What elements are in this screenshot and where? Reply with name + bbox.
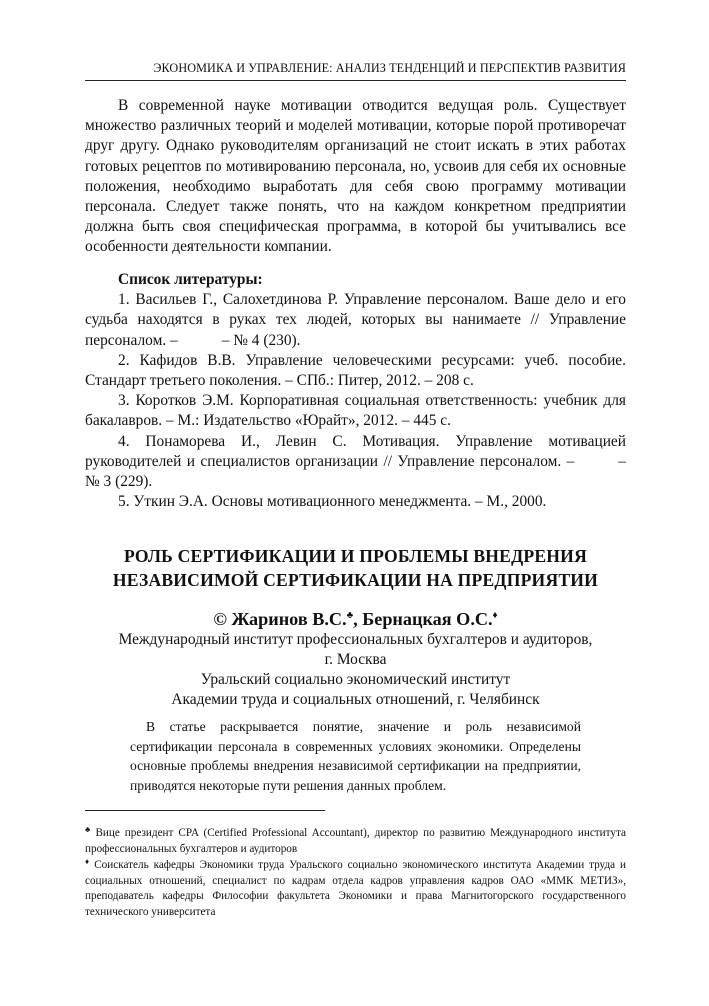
references-title: Список литературы: [118, 271, 263, 288]
reference-item [85, 432, 626, 493]
header-rule [85, 80, 626, 81]
reference-item: 5. Уткин Э.А. Основы мотивационного менеджмента. – М., 2000. [118, 493, 547, 511]
affiliation-line: г. Москва [324, 651, 387, 668]
article-title-line: НЕЗАВИСИМОЙ СЕРТИФИКАЦИИ НА ПРЕДПРИЯТИИ [112, 570, 599, 590]
article-title [85, 544, 626, 592]
reference-text: – № 4 (230). [221, 331, 301, 349]
reference-item [85, 290, 626, 351]
reference-text: – № 3 (229). [85, 452, 626, 491]
reference-item: 3. Коротков Э.М. Корпоративная социальная ответственность: учебник для бакалавров. – М.: Издательство «Юрайт», 2012. – 445 с. [85, 392, 626, 430]
author-separator: , [353, 609, 358, 629]
article-title-line: РОЛЬ СЕРТИФИКАЦИИ И ПРОБЛЕМЫ ВНЕДРЕНИЯ [124, 546, 587, 566]
diamond-mark: ♦ [85, 857, 92, 866]
affiliation-line: Академии труда и социальных отношений, г. Челябинск [171, 691, 540, 708]
footnote [85, 822, 626, 857]
reference-text: 4. Понаморева И., Левин С. Мотивация. Управление мотивацией руководителей и специалистов организации // Управление персоналом. – [85, 432, 626, 470]
club-mark: ♣ [346, 610, 354, 621]
copyright-sign: © [213, 609, 227, 629]
reference-item: 2. Кафидов В.В. Управление человеческими ресурсами: учеб. пособие. Стандарт третьего поколения. – СПб.: Питер, 2012. – 208 с. [85, 351, 626, 390]
references-section [85, 270, 626, 512]
footnote-text: Вице президент CPA (Certified Professional Accountant), директор по развитию Международного института профессиональных бухгалтеров и аудиторов [85, 827, 626, 855]
reference-text: 1. Васильев Г., Салохетдинова Р. Управление персоналом. Ваше дело и его судьба находятся в руках тех людей, которых вы нанимаете // Управление персоналом. – [85, 291, 626, 349]
authors-line [85, 604, 626, 631]
footnote-text: Соискатель кафедры Экономики труда Уральского социально экономического института Академии труда и социальных отношений, специалист по кадрам отдела кадров управления кадров ОАО «ММК МЕТИЗ», преподаватель кафедры Философии факультета Экономики и права Магнитогорского государственного технического университета [85, 859, 626, 918]
footnote [85, 854, 626, 920]
author-name: Жаринов В.С. [231, 609, 347, 629]
running-header: ЭКОНОМИКА И УПРАВЛЕНИЕ: АНАЛИЗ ТЕНДЕНЦИЙ И ПЕРСПЕКТИВ РАЗВИТИЯ [153, 61, 626, 75]
intro-section [85, 96, 626, 258]
abstract: В статье раскрывается понятие, значение и роль независимой сертификации персонала в современных условиях экономики. Определены основные проблемы внедрения независимой сертификации на предприятии, приводятся некоторые пути решения данных проблем. [130, 719, 581, 793]
intro-paragraph: В современной науке мотивации отводится ведущая роль. Существует множество различных теорий и моделей мотивации, которые порой противоречат друг другу. Однако руководителям организаций не стоит искать в этих работах готовых рецептов по мотивированию персонала, но, усвоив для себя их основные положения, необходимо выработать для себя свою программу мотивации персонала. Следует также понять, что на каждом конкретном предприятии должна быть своя специфическая программа, в которой бы учитывались все особенности деятельности компании. [85, 97, 626, 256]
author-name: Бернацкая О.С. [362, 609, 493, 629]
affiliation-line: Уральский социально экономический институт [200, 671, 511, 688]
footnote-rule [85, 810, 325, 811]
affiliation-line: Международный институт профессиональных бухгалтеров и аудиторов, [118, 631, 593, 648]
diamond-mark: ♦ [492, 610, 498, 621]
club-mark: ♣ [85, 825, 93, 834]
